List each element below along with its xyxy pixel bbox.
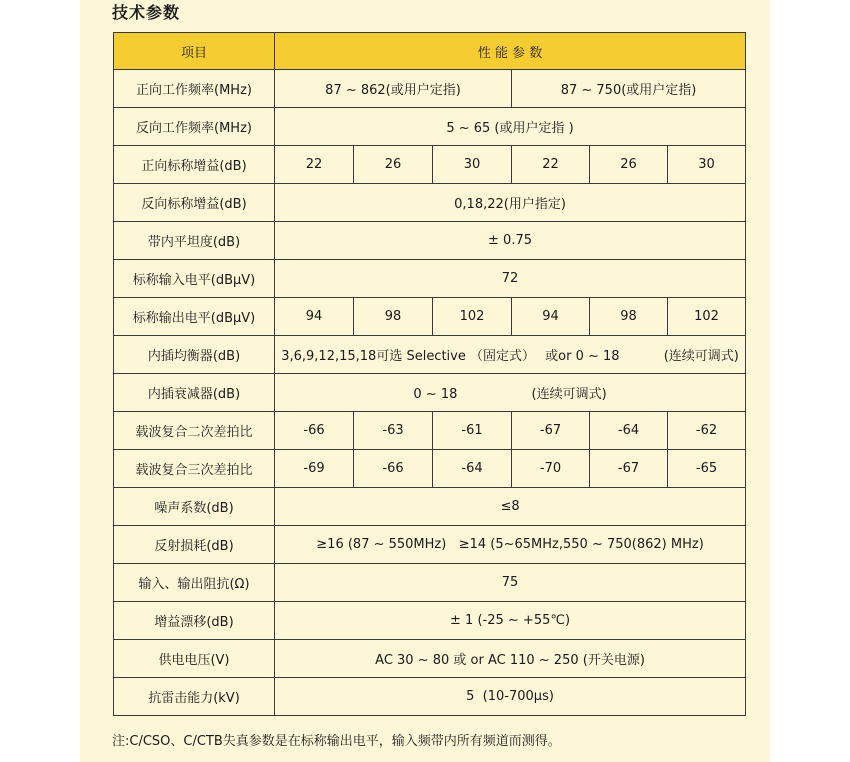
- cell-value: ± 0.75: [275, 222, 746, 260]
- row-label: 反向工作频率(MHz): [114, 108, 275, 146]
- row-label: 标称输入电平(dBμV): [114, 260, 275, 298]
- row-label: 输入、输出阻抗(Ω): [114, 564, 275, 602]
- cell-value: 98: [354, 298, 433, 336]
- table-row: [114, 488, 746, 526]
- cell-value: 102: [433, 298, 512, 336]
- table-row: [114, 108, 746, 146]
- row-label: 增益漂移(dB): [114, 602, 275, 640]
- cell-value: 30: [668, 146, 746, 184]
- cell-value: -66: [275, 412, 354, 450]
- cell-value: 87 ~ 750(或用户定指): [512, 70, 746, 108]
- cell-value: ≥16 (87 ~ 550MHz) ≥14 (5~65MHz,550 ~ 750(862) MHz): [275, 526, 746, 564]
- row-label: 正向工作频率(MHz): [114, 70, 275, 108]
- row-label: 标称输出电平(dBμV): [114, 298, 275, 336]
- row-label: 载波复合二次差拍比: [114, 412, 275, 450]
- spec-table: [113, 32, 746, 716]
- table-row: [114, 70, 746, 108]
- row-label: 正向标称增益(dB): [114, 146, 275, 184]
- table-row: [114, 184, 746, 222]
- cell-value: 94: [275, 298, 354, 336]
- table-row: [114, 412, 746, 450]
- table-row: [114, 450, 746, 488]
- table-row: [114, 222, 746, 260]
- cell-value: 87 ~ 862(或用户定指): [275, 70, 512, 108]
- cell-value: 22: [512, 146, 590, 184]
- cell-value: 102: [668, 298, 746, 336]
- cell-value: ± 1 (-25 ~ +55℃): [275, 602, 746, 640]
- table-row: [114, 336, 746, 374]
- table-row: [114, 602, 746, 640]
- row-label: 反射损耗(dB): [114, 526, 275, 564]
- cell-value: -61: [433, 412, 512, 450]
- cell-value: 5 ~ 65 (或用户定指 ): [275, 108, 746, 146]
- row-label: 噪声系数(dB): [114, 488, 275, 526]
- row-label: 内插衰减器(dB): [114, 374, 275, 412]
- row-label: 供电电压(V): [114, 640, 275, 678]
- table-header-row: [114, 33, 746, 70]
- cell-value: 98: [590, 298, 668, 336]
- cell-value: -64: [590, 412, 668, 450]
- table-row: [114, 146, 746, 184]
- cell-value: 26: [354, 146, 433, 184]
- row-label: 内插均衡器(dB): [114, 336, 275, 374]
- equalizer-fixed: 3,6,9,12,15,18可选 Selective （固定式）: [281, 349, 535, 364]
- page-title: 技术参数: [112, 3, 181, 22]
- cell-value: AC 30 ~ 80 或 or AC 110 ~ 250 (开关电源): [275, 640, 746, 678]
- table-row: [114, 298, 746, 336]
- attenuator-mode: (连续可调式): [531, 387, 607, 402]
- equalizer-mode: (连续可调式): [663, 349, 739, 364]
- cell-value: 5 (10-700μs): [275, 678, 746, 716]
- table-row: [114, 564, 746, 602]
- row-label: 带内平坦度(dB): [114, 222, 275, 260]
- cell-value: [275, 374, 746, 412]
- cell-value: -67: [590, 450, 668, 488]
- cell-value: -66: [354, 450, 433, 488]
- cell-value: -64: [433, 450, 512, 488]
- footnote: 注:C/CSO、C/CTB失真参数是在标称输出电平，输入频带内所有频道而测得。: [112, 734, 561, 749]
- cell-value: ≤8: [275, 488, 746, 526]
- cell-value: 30: [433, 146, 512, 184]
- equalizer-range: 或or 0 ~ 18: [545, 349, 620, 364]
- cell-value: -65: [668, 450, 746, 488]
- cell-value: -69: [275, 450, 354, 488]
- cell-value: 22: [275, 146, 354, 184]
- cell-value: 72: [275, 260, 746, 298]
- header-item: 项目: [114, 33, 275, 70]
- cell-value: -63: [354, 412, 433, 450]
- row-label: 抗雷击能力(kV): [114, 678, 275, 716]
- attenuator-range: 0 ~ 18: [413, 387, 458, 402]
- cell-value: 75: [275, 564, 746, 602]
- row-label: 载波复合三次差拍比: [114, 450, 275, 488]
- cell-value: 26: [590, 146, 668, 184]
- table-row: [114, 526, 746, 564]
- row-label: 反向标称增益(dB): [114, 184, 275, 222]
- cell-value: -62: [668, 412, 746, 450]
- table-row: [114, 374, 746, 412]
- cell-value: 0,18,22(用户指定): [275, 184, 746, 222]
- table-row: [114, 260, 746, 298]
- cell-value: -67: [512, 412, 590, 450]
- cell-value: [275, 336, 746, 374]
- cell-value: 94: [512, 298, 590, 336]
- header-params: 性 能 参 数: [275, 33, 746, 70]
- cell-value: -70: [512, 450, 590, 488]
- table-row: [114, 640, 746, 678]
- table-row: [114, 678, 746, 716]
